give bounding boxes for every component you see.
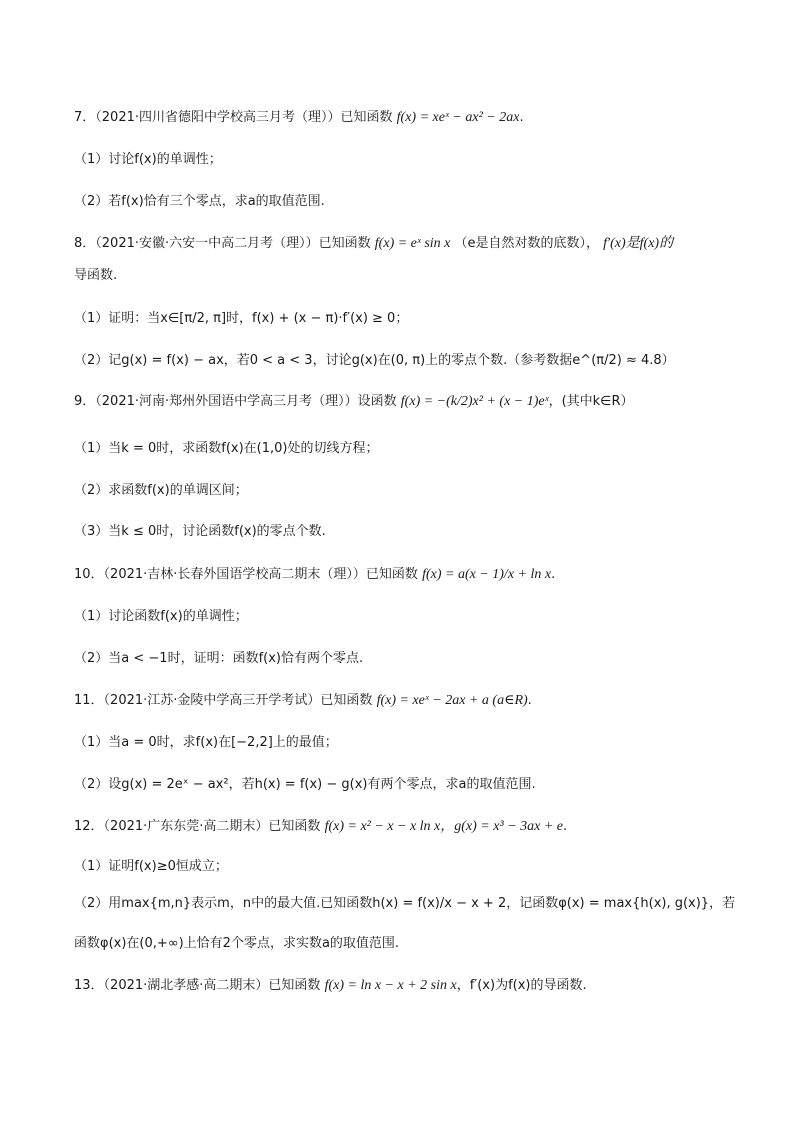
problem-8-continuation: 导函数. [74, 268, 118, 283]
problem-8-part-2 [74, 352, 675, 370]
problem-11-part-1 [74, 734, 338, 752]
part-text: 设g(x) = 2eˣ − ax²，若h(x) = f(x) − g(x)有两个零点，求a的取值范围. [108, 777, 536, 792]
part-label: （1） [74, 735, 109, 750]
problem-13-header [74, 977, 587, 995]
problem-number: 8． [74, 236, 96, 251]
part-label: （1） [74, 609, 109, 624]
part-label: （2） [74, 483, 109, 498]
problem-9-part-2 [74, 482, 248, 500]
part-label: （2） [74, 194, 109, 209]
problem-intro: 已知函数 [268, 819, 321, 834]
part-text: 求函数f(x)的单调区间； [108, 483, 248, 498]
formula: f(x) = −(k/2)x² + (x − 1)eˣ [400, 394, 549, 409]
problem-source: （2021·安徽·六安一中高二月考（理）） [95, 236, 319, 251]
problem-source: （2021·四川省德阳中学校高三月考（理）） [95, 110, 341, 125]
problem-12-part-2 [74, 895, 735, 913]
formula: f(x) = a(x − 1)/x + ln x [422, 567, 552, 582]
problem-note: （e是自然对数的底数）， [454, 236, 600, 251]
part-text: 用max{m,n}表示m，n中的最大值.已知函数h(x) = f(x)/x − x + 2，记函数φ(x) = max{h(x), g(x)}，若 [108, 896, 736, 911]
part-text: 若f(x)恰有三个零点，求a的取值范围. [108, 194, 325, 209]
problem-9-part-3 [74, 523, 326, 541]
part-text: 记g(x) = f(x) − ax，若0 < a < 3，讨论g(x)在(0, π)上的零点个数.（参考数据e^(π/2) ≈ 4.8） [108, 353, 675, 368]
problem-10-header: 10．（2021·吉林·长春外国语学校高二期末（理））已知函数 f(x) = a(x − 1)/x + ln x. [74, 567, 556, 582]
problem-source: （2021·河南·郑州外国语中学高三月考（理）） [95, 394, 358, 409]
formula: f(x) = xeˣ − ax² − 2ax [396, 110, 520, 125]
problem-intro: 已知函数 [365, 567, 418, 582]
part-text: 讨论函数f(x)的单调性； [108, 609, 248, 624]
part-label: （2） [74, 777, 109, 792]
derivative-formula: f′(x)是f(x)的 [603, 236, 674, 251]
problem-10-part-1 [74, 608, 248, 626]
part-label: （1） [74, 859, 109, 874]
problem-intro: 设函数 [357, 394, 397, 409]
problem-number: 13． [74, 978, 104, 993]
part-label: （3） [74, 524, 109, 539]
part-text: 证明f(x)≥0恒成立； [108, 859, 228, 874]
problem-source: （2021·吉林·长春外国语学校高二期末（理）） [103, 567, 366, 582]
problem-7-header: 7．（2021·四川省德阳中学校高三月考（理））已知函数 f(x) = xeˣ − ax² − 2ax. [74, 110, 524, 125]
formula: f(x) = xeˣ − 2ax + a (a∈R) [376, 693, 528, 708]
problem-8-part-1 [74, 310, 408, 328]
formula: f(x) = ln x − x + 2 sin x [324, 978, 457, 993]
problem-note: ，f′(x)为f(x)的导函数. [456, 978, 587, 993]
part-label: （1） [74, 311, 109, 326]
problem-source: （2021·广东东莞·高二期末） [103, 819, 269, 834]
part-label: （1） [74, 152, 109, 167]
part-text: 当a < −1时，证明：函数f(x)恰有两个零点. [108, 651, 364, 666]
problem-11-header: 11．（2021·江苏·金陵中学高三开学考试）已知函数 f(x) = xeˣ − 2ax + a (a∈R). [74, 693, 532, 708]
problem-number: 12． [74, 819, 104, 834]
problem-11-part-2 [74, 776, 536, 794]
problem-10-part-2 [74, 650, 363, 668]
problem-12-part-1 [74, 858, 228, 876]
problem-number: 11． [74, 693, 104, 708]
problem-intro: 已知函数 [318, 236, 371, 251]
formula: f(x) = x² − x − x ln x，g(x) = x³ − 3ax + e [324, 819, 563, 834]
part-label: （2） [74, 651, 109, 666]
formula: f(x) = eˣ sin x [374, 236, 451, 251]
problem-9-header [74, 393, 634, 411]
problem-note: ，(其中k∈R） [548, 394, 634, 409]
problem-intro: 已知函数 [268, 978, 321, 993]
problem-number: 9． [74, 394, 96, 409]
part-label: （2） [74, 353, 109, 368]
problem-12-header: 12．（2021·广东东莞·高二期末）已知函数 f(x) = x² − x − x ln x，g(x) = x³ − 3ax + e. [74, 819, 568, 834]
part-text: 讨论f(x)的单调性； [108, 152, 222, 167]
part-text: 当a = 0时，求f(x)在[−2,2]上的最值； [108, 735, 338, 750]
part-label: （2） [74, 896, 109, 911]
problem-7-part-1 [74, 151, 222, 169]
part-label: （1） [74, 441, 109, 456]
part-text: 当k ≤ 0时，讨论函数f(x)的零点个数. [108, 524, 326, 539]
problem-7-part-2 [74, 193, 325, 211]
problem-12-continuation: 函数φ(x)在(0,+∞)上恰有2个零点，求实数a的取值范围. [74, 936, 400, 951]
part-text: 当k = 0时，求函数f(x)在(1,0)处的切线方程； [108, 441, 379, 456]
part-text: 证明：当x∈[π/2, π]时，f(x) + (x − π)·f′(x) ≥ 0； [108, 311, 409, 326]
problem-9-part-1 [74, 440, 378, 458]
problem-number: 7． [74, 110, 96, 125]
problem-8-header [74, 235, 673, 253]
problem-source: （2021·湖北孝感·高二期末） [103, 978, 269, 993]
problem-intro: 已知函数 [320, 693, 373, 708]
problem-number: 10． [74, 567, 104, 582]
problem-source: （2021·江苏·金陵中学高三开学考试） [103, 693, 321, 708]
problem-intro: 已知函数 [340, 110, 393, 125]
